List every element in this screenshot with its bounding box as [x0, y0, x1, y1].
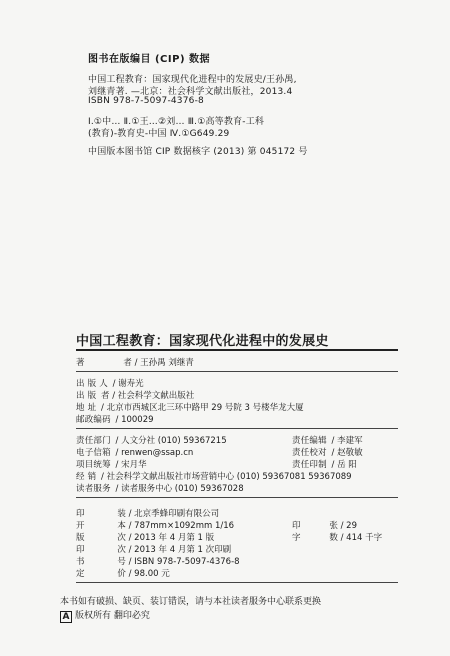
author-value: 者 / 王孙禺 刘继青: [123, 358, 194, 368]
author-row: [76, 356, 194, 368]
sales-label: 经 销: [76, 472, 97, 482]
publisher-value: 者 / 社会科学文献出版社: [101, 391, 195, 401]
email-value: / renwen@ssap.cn: [115, 448, 194, 458]
proof-value: / 赵敬敏: [331, 448, 363, 458]
postcode-label: 邮政编码: [76, 415, 111, 425]
words-row: [292, 531, 382, 543]
cip-line-3: ISBN 978-7-5097-4376-8: [88, 96, 204, 106]
publisher-label: 出 版: [76, 391, 97, 401]
rights-text: 版权所有 翻印必究: [75, 611, 150, 621]
print-row: [292, 458, 357, 470]
editor-value: / 李建军: [331, 436, 363, 446]
isbn-label: 书: [76, 557, 85, 567]
publisher-rep-value: / 谢寿光: [112, 379, 144, 389]
price-label: 定: [76, 569, 85, 579]
edition-label: 版: [76, 533, 85, 543]
format-row: [76, 519, 234, 531]
service-label: 读者服务: [76, 484, 111, 494]
impression-value: 次 / 2013 年 4 月第 1 次印刷: [117, 545, 232, 555]
impression-label: 印: [76, 545, 85, 555]
service-row: [76, 482, 244, 494]
sheets-label: 印: [292, 521, 301, 531]
editor-label: 责任编辑: [292, 436, 327, 446]
publisher-rule: [76, 428, 398, 429]
cip-line-6: 中国版本图书馆 CIP 数据核字 (2013) 第 045172 号: [88, 147, 308, 157]
publisher-logo-icon: A: [60, 611, 72, 623]
pm-value: / 宋月华: [115, 460, 147, 470]
print-label: 责任印制: [292, 460, 327, 470]
publisher-rep-row: [76, 377, 144, 389]
price-row: [76, 567, 170, 579]
dept-row: [76, 434, 227, 446]
staff-rule: [76, 497, 398, 498]
edition-value: 次 / 2013 年 4 月第 1 版: [117, 533, 215, 543]
editor-row: [292, 434, 363, 446]
sheets-row: [292, 519, 357, 531]
cip-line-4: Ⅰ.①中… Ⅱ.①王…②刘… Ⅲ.①高等教育-工科: [88, 117, 265, 127]
isbn-row: [76, 555, 240, 567]
rights-line: [60, 608, 150, 623]
specs-rule: [76, 582, 398, 583]
cip-line-1: 中国工程教育：国家现代化进程中的发展史/王孙禺,: [88, 75, 297, 85]
email-row: [76, 446, 193, 458]
pm-label: 项目统筹: [76, 460, 111, 470]
postcode-row: [76, 413, 154, 425]
replacement-notice: 本书如有破损、缺页、装订错误，请与本社读者服务中心联系更换: [60, 597, 322, 607]
email-label: 电子信箱: [76, 448, 111, 458]
address-value: / 北京市西城区北三环中路甲 29 号院 3 号楼华龙大厦: [101, 403, 304, 413]
book-title: 中国工程教育：国家现代化进程中的发展史: [76, 334, 329, 349]
proof-row: [292, 446, 363, 458]
words-label: 字: [292, 533, 301, 543]
dept-label: 责任部门: [76, 436, 111, 446]
isbn-value: 号 / ISBN 978-7-5097-4376-8: [117, 557, 240, 567]
words-value: 数 / 414 千字: [329, 533, 383, 543]
service-value: / 读者服务中心 (010) 59367028: [115, 484, 244, 494]
sales-row: [76, 470, 352, 482]
pm-row: [76, 458, 147, 470]
proof-label: 责任校对: [292, 448, 327, 458]
sheets-value: 张 / 29: [329, 521, 357, 531]
dept-value: / 人文分社 (010) 59367215: [115, 436, 227, 446]
edition-row: [76, 531, 214, 543]
cip-line-2: 刘继青著. —北京：社会科学文献出版社，2013.4: [88, 87, 293, 97]
impression-row: [76, 543, 231, 555]
sales-value: / 社会科学文献出版社市场营销中心 (010) 59367081 59367089: [101, 472, 352, 482]
publisher-row: [76, 389, 194, 401]
printer-label: 印: [76, 509, 85, 519]
cip-line-5: (教育)-教育史-中国 Ⅳ.①G649.29: [88, 129, 230, 139]
cip-heading: 图书在版编目 (CIP) 数据: [88, 54, 210, 65]
author-label: 著: [76, 358, 85, 368]
price-value: 价 / 98.00 元: [117, 569, 170, 579]
address-row: [76, 401, 304, 413]
printer-value: 装 / 北京季蜂印刷有限公司: [117, 509, 220, 519]
format-value: 本 / 787mm×1092mm 1/16: [117, 521, 235, 531]
format-label: 开: [76, 521, 85, 531]
postcode-value: / 100029: [115, 415, 154, 425]
print-value: / 岳 阳: [331, 460, 357, 470]
author-rule: [76, 371, 398, 372]
address-label: 地 址: [76, 403, 97, 413]
publisher-rep-label: 出 版 人: [76, 379, 108, 389]
printer-row: [76, 507, 219, 519]
title-rule: [76, 349, 398, 351]
